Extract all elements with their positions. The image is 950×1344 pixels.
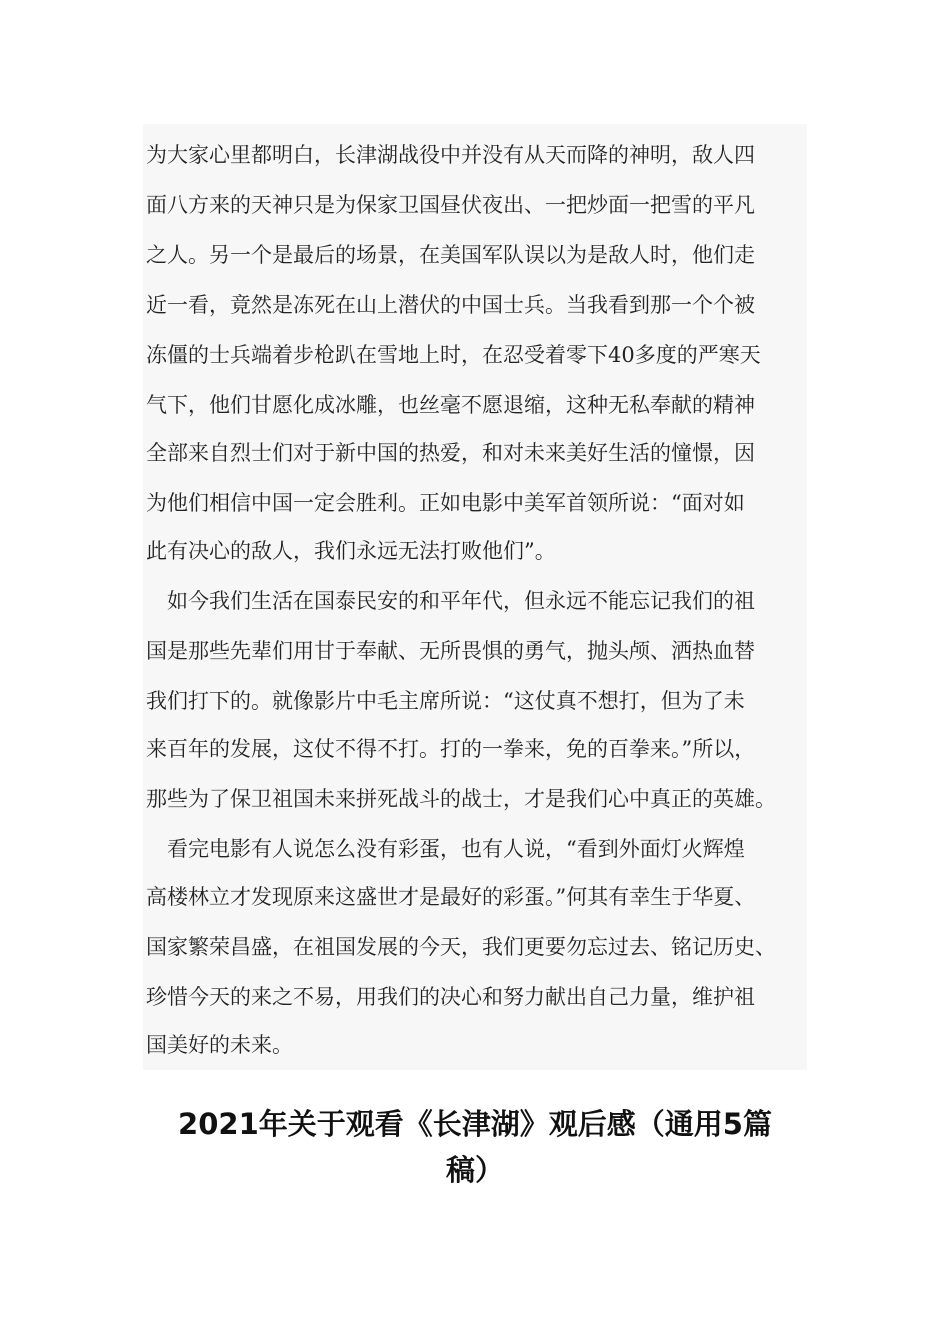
body-line-15: 看完电影有人说怎么没有彩蛋，也有人说，“看到外面灯火辉煌 — [146, 837, 745, 861]
section-title-line-1: 2021年关于观看《长津湖》观后感（通用5篇 — [178, 1107, 772, 1141]
section-title-line-2: 稿） — [445, 1153, 504, 1187]
body-line-12: 我们打下的。就像影片中毛主席所说：“这仗真不想打，但为了未 — [146, 689, 745, 713]
body-line-11: 国是那些先辈们用甘于奉献、无所畏惧的勇气，抛头颅、洒热血替 — [146, 639, 755, 663]
body-line-9: 此有决心的敌人，我们永远无法打败他们”。 — [146, 539, 556, 563]
body-line-18: 珍惜今天的来之不易，用我们的决心和努力献出自己力量，维护祖 — [146, 985, 755, 1009]
body-line-6: 气下，他们甘愿化成冰雕，也丝毫不愿退缩，这种无私奉献的精神 — [146, 393, 755, 417]
body-line-13: 来百年的发展，这仗不得不打。打的一拳来，免的百拳来。”所以， — [146, 737, 756, 761]
body-line-14: 那些为了保卫祖国未来拼死战斗的战士，才是我们心中真正的英雄。 — [146, 787, 776, 811]
body-line-4: 近一看，竟然是冻死在山上潜伏的中国士兵。当我看到那一个个被 — [146, 293, 755, 317]
body-line-17: 国家繁荣昌盛，在祖国发展的今天，我们更要勿忘过去、铭记历史、 — [146, 935, 776, 959]
body-line-7: 全部来自烈士们对于新中国的热爱，和对未来美好生活的憧憬，因 — [146, 441, 755, 465]
body-line-2: 面八方来的天神只是为保家卫国昼伏夜出、一把炒面一把雪的平凡 — [146, 193, 755, 217]
body-line-10: 如今我们生活在国泰民安的和平年代，但永远不能忘记我们的祖 — [146, 589, 755, 613]
body-line-3: 之人。另一个是最后的场景，在美国军队误以为是敌人时，他们走 — [146, 243, 755, 267]
body-line-5: 冻僵的士兵端着步枪趴在雪地上时，在忍受着零下40多度的严寒天 — [146, 343, 761, 367]
body-line-19: 国美好的未来。 — [146, 1033, 293, 1057]
body-line-16: 高楼林立才发现原来这盛世才是最好的彩蛋。”何其有幸生于华夏、 — [146, 885, 756, 909]
body-line-1: 为大家心里都明白，长津湖战役中并没有从天而降的神明，敌人四 — [146, 143, 755, 167]
body-line-8: 为他们相信中国一定会胜利。正如电影中美军首领所说：“面对如 — [146, 491, 745, 515]
